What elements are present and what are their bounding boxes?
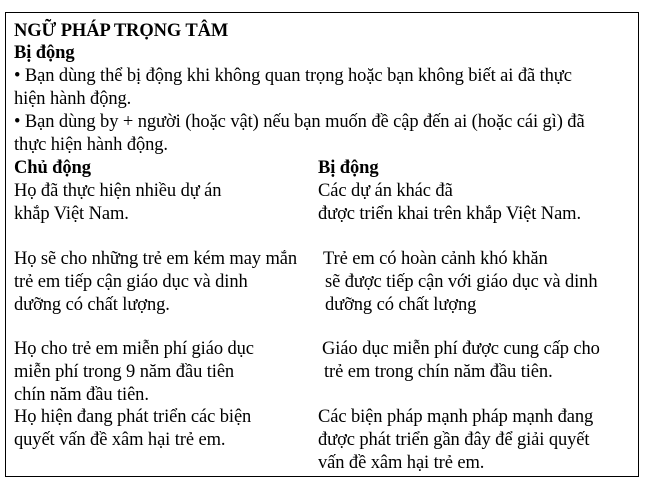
row-4-passive-line-1: Các biện pháp mạnh pháp mạnh đang — [318, 407, 594, 427]
row-1-active-line-1: Họ đã thực hiện nhiều dự án — [14, 181, 222, 201]
row-4-passive-line-3: vấn đề xâm hại trẻ em. — [318, 453, 485, 473]
row-3-active-line-2: miễn phí trong 9 năm đầu tiên — [14, 362, 235, 382]
row-2-active-line-3: dưỡng có chất lượng. — [14, 295, 170, 315]
row-4-passive-line-2: được phát triển gần đây để giải quyết — [318, 430, 590, 450]
row-2-active-line-1: Họ sẽ cho những trẻ em kém may mắn — [14, 249, 298, 269]
row-3-active-line-1: Họ cho trẻ em miễn phí giáo dục — [14, 339, 254, 359]
row-3-passive-line-1: Giáo dục miễn phí được cung cấp cho — [322, 339, 600, 359]
bullet-1-line-2: hiện hành động. — [14, 89, 132, 109]
row-2-passive-line-3: dưỡng có chất lượng — [325, 295, 477, 315]
row-2-active-line-2: trẻ em tiếp cận giáo dục và dinh — [14, 272, 248, 292]
row-3-active-line-3: chín năm đầu tiên. — [14, 385, 149, 405]
bullet-2-line-1: • Bạn dùng by + người (hoặc vật) nếu bạn muốn đề cập đến ai (hoặc cái gì) đã — [14, 112, 585, 132]
row-2-passive-line-2: sẽ được tiếp cận với giáo dục và dinh — [325, 272, 598, 292]
row-4-active-line-2: quyết vấn đề xâm hại trẻ em. — [14, 430, 226, 450]
column-header-active: Chủ động — [14, 158, 91, 178]
row-1-passive-line-1: Các dự án khác đã — [318, 181, 453, 201]
row-4-active-line-1: Họ hiện đang phát triển các biện — [14, 407, 252, 427]
row-1-active-line-2: khắp Việt Nam. — [14, 204, 129, 224]
bullet-2-line-2: thực hiện hành động. — [14, 135, 168, 155]
bullet-1-line-1: • Bạn dùng thể bị động khi không quan trọng hoặc bạn không biết ai đã thực — [14, 66, 572, 86]
row-3-passive-line-2: trẻ em trong chín năm đầu tiên. — [324, 362, 553, 382]
row-2-passive-line-1: Trẻ em có hoàn cảnh khó khăn — [323, 249, 548, 269]
row-1-passive-line-2: được triển khai trên khắp Việt Nam. — [318, 204, 581, 224]
column-header-passive: Bị động — [318, 158, 379, 178]
page-title: NGỮ PHÁP TRỌNG TÂM — [14, 21, 229, 41]
section-heading: Bị động — [14, 43, 75, 63]
